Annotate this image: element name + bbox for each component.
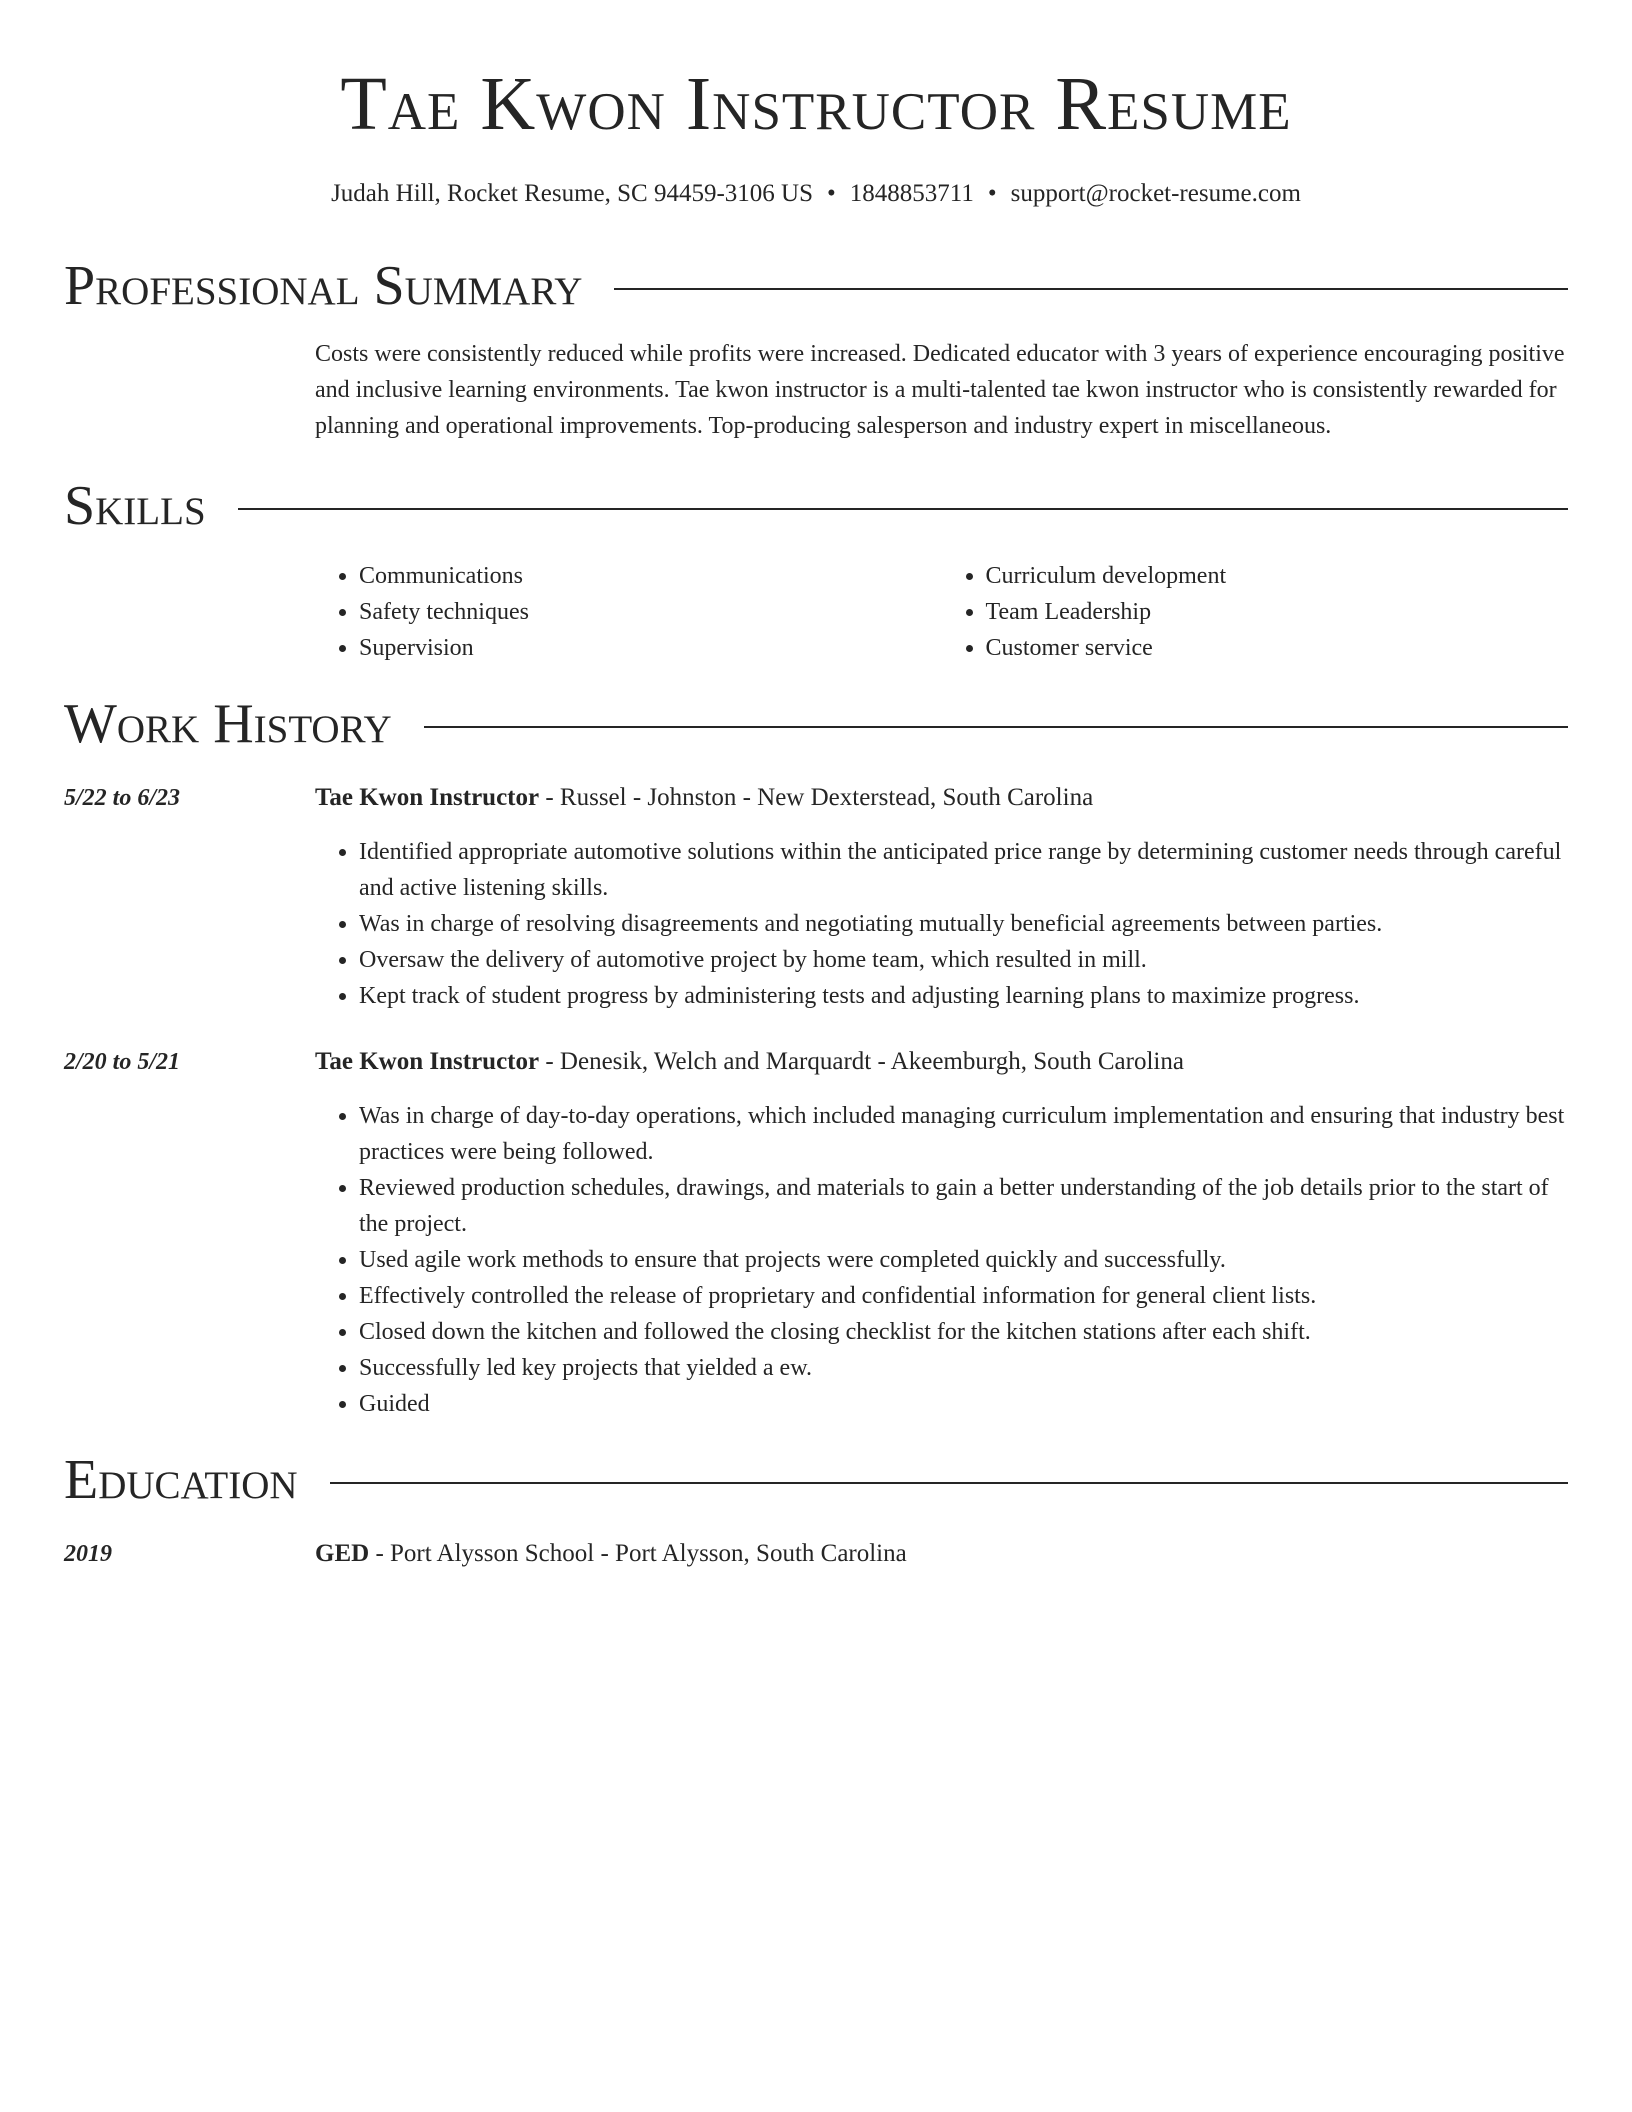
job-title-line <box>315 1044 1568 1080</box>
skill-item: • Customer service <box>986 630 1569 666</box>
job-bullet: • Closed down the kitchen and followed the closing checklist for the kitchen stations after each shift. <box>359 1314 1568 1350</box>
education-heading: Education <box>64 1449 298 1511</box>
resume-page <box>64 0 1568 1572</box>
job-role: Tae Kwon Instructor <box>315 1048 540 1075</box>
education-degree: GED <box>315 1540 370 1567</box>
section-divider <box>330 1482 1568 1484</box>
skills-column-right <box>942 558 1569 666</box>
skills-heading-row <box>64 474 1568 538</box>
contact-separator: • <box>827 180 836 207</box>
section-divider <box>424 726 1568 728</box>
contact-separator: • <box>987 180 997 207</box>
job-bullet: • Identified appropriate automotive solutions within the anticipated price range by determining customer needs through careful and active listening skills. <box>359 834 1568 906</box>
skills-heading: Skills <box>64 475 206 537</box>
summary-text: Costs were consistently reduced while profits were increased. Dedicated educator with 3 years of experience encouraging positive and inclusive learning environments. Tae kwon instructor is a multi-talented tae kwon instructor who is consistently rewarded for planning and operational improvements. Top-producing salesperson and industry expert in miscellaneous. <box>315 341 1565 439</box>
skill-item: • Curriculum development <box>986 558 1569 594</box>
job-details: - Russel - Johnston - New Dexterstead, South Carolina <box>539 784 1094 811</box>
contact-line <box>64 178 1568 210</box>
section-divider <box>614 288 1568 290</box>
job-bullet: • Guided <box>359 1386 1568 1422</box>
work-history-section <box>64 692 1568 1422</box>
summary-section <box>64 254 1568 444</box>
job-date: 5/22 to 6/23 <box>64 785 181 811</box>
job-title-line <box>315 780 1568 816</box>
job-entry <box>64 780 1568 1014</box>
contact-phone: 1848853711 <box>849 180 974 207</box>
skill-item: • Safety techniques <box>359 594 942 630</box>
education-line <box>315 1536 1568 1572</box>
job-bullet: • Oversaw the delivery of automotive project by home team, which resulted in mill. <box>359 942 1568 978</box>
summary-heading-row <box>64 254 1568 318</box>
job-body <box>315 1044 1568 1422</box>
job-bullet: • Kept track of student progress by administering tests and adjusting learning plans to maximize progress. <box>359 978 1568 1014</box>
job-role: Tae Kwon Instructor <box>315 784 540 811</box>
job-bullet: • Was in charge of day-to-day operations, which included managing curriculum implementation and ensuring that industry best practices were being followed. <box>359 1098 1568 1170</box>
job-date: 2/20 to 5/21 <box>64 1049 181 1075</box>
job-entry <box>64 1044 1568 1422</box>
skill-item: • Supervision <box>359 630 942 666</box>
contact-email: support@rocket-resume.com <box>1010 180 1301 207</box>
job-bullet: • Effectively controlled the release of proprietary and confidential information for general client lists. <box>359 1278 1568 1314</box>
job-bullet: • Was in charge of resolving disagreements and negotiating mutually beneficial agreements between parties. <box>359 906 1568 942</box>
education-details: - Port Alysson School - Port Alysson, South Carolina <box>369 1540 907 1567</box>
skill-item: • Team Leadership <box>986 594 1569 630</box>
job-bullet: • Reviewed production schedules, drawings, and materials to gain a better understanding of the job details prior to the start of the project. <box>359 1170 1568 1242</box>
education-date: 2019 <box>64 1541 112 1567</box>
job-bullet: • Successfully led key projects that yielded a ew. <box>359 1350 1568 1386</box>
education-entry <box>64 1536 1568 1572</box>
section-divider <box>238 508 1568 510</box>
education-body <box>315 1536 1568 1572</box>
skills-section <box>64 474 1568 666</box>
education-heading-row <box>64 1448 1568 1512</box>
work-heading: Work History <box>64 693 392 755</box>
job-body <box>315 780 1568 1014</box>
resume-title: Tae Kwon Instructor Resume <box>340 62 1292 146</box>
job-details: - Denesik, Welch and Marquardt - Akeemburgh, South Carolina <box>539 1048 1184 1075</box>
education-section <box>64 1448 1568 1572</box>
skills-column-left <box>315 558 942 666</box>
summary-heading: Professional Summary <box>64 255 583 317</box>
skill-item: • Communications <box>359 558 942 594</box>
job-bullets <box>315 1098 1568 1422</box>
contact-address: Judah Hill, Rocket Resume, SC 94459-3106 US <box>331 180 814 207</box>
job-bullets <box>315 834 1568 1014</box>
skills-grid <box>315 558 1568 666</box>
work-heading-row <box>64 692 1568 756</box>
job-bullet: • Used agile work methods to ensure that projects were completed quickly and successfully. <box>359 1242 1568 1278</box>
